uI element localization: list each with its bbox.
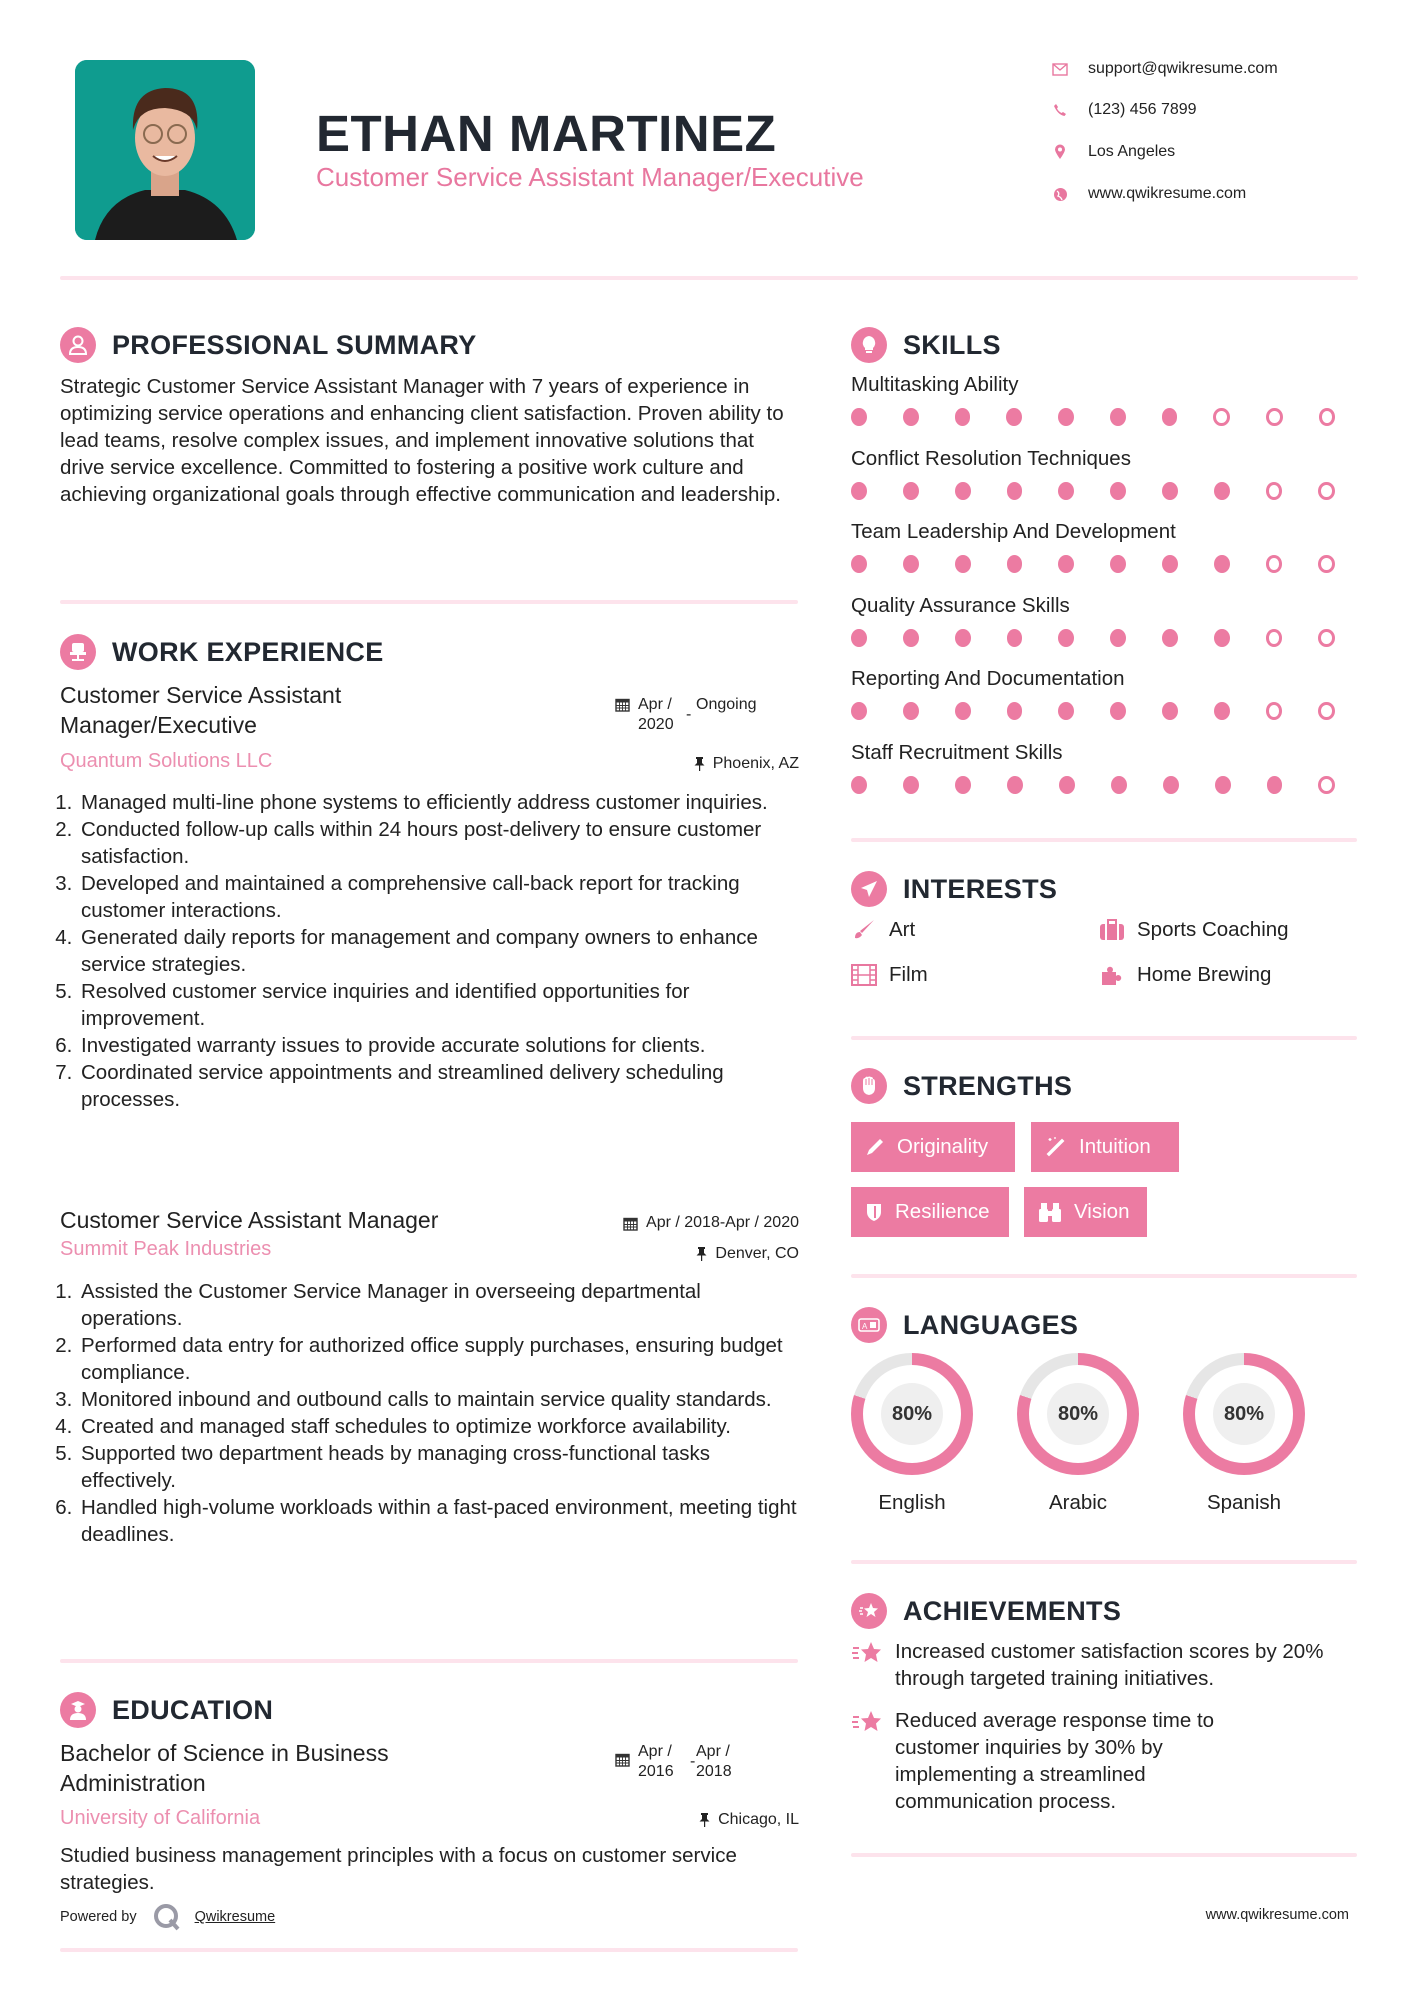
- rating-dot-filled: [955, 776, 971, 794]
- strength-resilience: [851, 1187, 1009, 1237]
- rating-dot-filled: [1058, 408, 1074, 426]
- rating-dot-empty: [1213, 408, 1230, 426]
- achievements-heading: [851, 1593, 1121, 1629]
- rating-dot-filled: [1006, 408, 1022, 426]
- list-item: 2. Conducted follow-up calls within 24 hours post-delivery to ensure customer satisfaction.: [78, 816, 808, 870]
- achievements-divider: [851, 1853, 1357, 1857]
- skill-name: Staff Recruitment Skills: [851, 740, 1063, 764]
- language-name: English: [878, 1491, 946, 1514]
- degree: Bachelor of Science in Business Administration: [60, 1740, 389, 1796]
- skill-rating: [851, 702, 1371, 720]
- skill-name: Team Leadership And Development: [851, 520, 1176, 543]
- experience-heading: [60, 634, 384, 670]
- rating-dot-filled: [1110, 408, 1126, 426]
- job-1-location: [694, 754, 799, 774]
- star-icon: [851, 1707, 883, 1815]
- interest-sports-coaching: [1099, 918, 1289, 942]
- rating-dot-empty: [1318, 555, 1335, 573]
- skills-title: SKILLS: [903, 329, 1001, 360]
- pencil-icon: [865, 1137, 885, 1157]
- interest-label: Sports Coaching: [1137, 918, 1289, 941]
- user-icon: [60, 327, 96, 363]
- strengths-divider: [851, 1274, 1357, 1278]
- rating-dot-empty: [1266, 555, 1283, 573]
- rating-dot-filled: [1110, 702, 1126, 720]
- binoculars-icon: [1038, 1201, 1062, 1223]
- list-item: 3. Developed and maintained a comprehensive call-back report for tracking customer interactions.: [78, 870, 808, 924]
- rating-dot-empty: [1266, 408, 1283, 426]
- strength-vision: [1024, 1187, 1147, 1237]
- candidate-title: Customer Service Assistant Manager/Executive: [316, 162, 864, 192]
- fist-icon: [851, 1068, 887, 1104]
- rating-dot-filled: [1058, 555, 1074, 573]
- list-item: 5. Resolved customer service inquiries and identified opportunities for improvement.: [78, 978, 808, 1032]
- contact-phone-text: (123) 456 7899: [1088, 101, 1197, 118]
- languages-list: [851, 1353, 1305, 1515]
- language-progress-ring: [1183, 1353, 1305, 1475]
- rating-dot-filled: [851, 482, 867, 500]
- education-location: [699, 1810, 799, 1830]
- film-icon: [851, 963, 877, 987]
- rating-dot-filled: [1007, 482, 1023, 500]
- education-dates: [615, 1742, 746, 1782]
- rating-dot-filled: [1214, 482, 1230, 500]
- list-item: 7. Coordinated service appointments and streamlined delivery scheduling processes.: [78, 1059, 808, 1113]
- strength-originality: [851, 1122, 1015, 1172]
- education-divider: [60, 1948, 798, 1952]
- rating-dot-filled: [903, 408, 919, 426]
- education-title: EDUCATION: [112, 1694, 274, 1725]
- summary-text: Strategic Customer Service Assistant Manager with 7 years of experience in optimizing service operations and enhancing client satisfaction. Proven ability to lead teams, resolve complex issues, and implement innovative solutions that drive service excellence. Committed to fostering a positive work culture and achieving organizational goals through effective communication and leadership.: [60, 375, 784, 506]
- rating-dot-filled: [955, 555, 971, 573]
- skill-row: [851, 594, 1371, 668]
- job-2-location: [696, 1244, 799, 1264]
- person-photo-icon: [75, 60, 255, 240]
- rating-dot-filled: [903, 555, 919, 573]
- candidate-name: ETHAN MARTINEZ: [316, 105, 777, 162]
- language-item: [1017, 1353, 1139, 1515]
- job-2-company: Summit Peak Industries: [60, 1238, 272, 1260]
- map-pin-icon: [1052, 144, 1068, 160]
- skill-row: [851, 667, 1371, 741]
- rating-dot-filled: [903, 702, 919, 720]
- skill-name: Quality Assurance Skills: [851, 593, 1070, 617]
- achievements-title: ACHIEVEMENTS: [903, 1595, 1122, 1626]
- job-1-date-end: Ongoing: [696, 696, 757, 713]
- powered-by-label: Powered by: [60, 1909, 137, 1925]
- achievement-text: Reduced average response time to customer inquiries by 30% by implementing a streamlined communication process.: [895, 1709, 1215, 1813]
- rating-dot-filled: [1110, 629, 1126, 647]
- list-item: 6. Investigated warranty issues to provide accurate solutions for clients.: [78, 1032, 808, 1059]
- education-location-text: Chicago, IL: [718, 1811, 799, 1828]
- job-1-bullets: [58, 789, 808, 1113]
- skill-name: Multitasking Ability: [851, 373, 1019, 396]
- phone-icon: [1052, 102, 1068, 118]
- language-name: Spanish: [1206, 1491, 1282, 1514]
- briefcase-icon: [1099, 918, 1125, 942]
- rating-dot-empty: [1319, 408, 1336, 426]
- pushpin-icon: [696, 1247, 707, 1261]
- summary-title: PROFESSIONAL SUMMARY: [112, 329, 477, 360]
- strengths-title: STRENGTHS: [903, 1070, 1073, 1101]
- rating-dot-filled: [1007, 776, 1023, 794]
- education-date-start: Apr / 2016: [638, 1743, 674, 1780]
- puzzle-icon: [1099, 963, 1125, 987]
- rating-dot-filled: [955, 482, 971, 500]
- skill-name: Conflict Resolution Techniques: [851, 446, 1131, 470]
- rating-dot-empty: [1318, 482, 1335, 500]
- language-item: [1183, 1353, 1305, 1515]
- job-1-title: Customer Service Assistant Manager/Executive: [60, 682, 342, 738]
- skill-rating: [851, 482, 1371, 500]
- list-item: 6. Handled high-volume workloads within a fast-paced environment, meeting tight deadlines.: [78, 1494, 798, 1548]
- education-heading: [60, 1692, 273, 1728]
- skills-divider: [851, 838, 1357, 842]
- job-2-title: Customer Service Assistant Manager: [60, 1207, 439, 1233]
- rating-dot-filled: [1111, 776, 1127, 794]
- rating-dot-filled: [851, 555, 867, 573]
- rating-dot-filled: [1058, 702, 1074, 720]
- language-item: [851, 1353, 973, 1515]
- magic-wand-icon: [1045, 1136, 1067, 1158]
- education-description: Studied business management principles with a focus on customer service strategies.: [60, 1844, 737, 1894]
- rating-dot-filled: [1214, 702, 1230, 720]
- rating-dot-filled: [1162, 629, 1178, 647]
- rating-dot-filled: [955, 408, 971, 426]
- skill-row: [851, 373, 1371, 447]
- interest-film: [851, 963, 928, 987]
- rating-dot-filled: [1007, 702, 1023, 720]
- experience-divider: [60, 1659, 798, 1663]
- skill-row: [851, 447, 1371, 521]
- job-1-dates: [615, 695, 760, 735]
- interest-label: Home Brewing: [1137, 963, 1272, 986]
- language-name: Arabic: [1048, 1491, 1108, 1514]
- contact-website[interactable]: [1052, 185, 1372, 203]
- skill-name: Reporting And Documentation: [851, 667, 1125, 690]
- graduate-icon: [60, 1692, 96, 1728]
- job-1-date-start: Apr / 2020: [638, 696, 674, 733]
- achievement-text: Increased customer satisfaction scores by 20% through targeted training initiatives.: [895, 1640, 1324, 1690]
- strength-label: Intuition: [1079, 1135, 1151, 1158]
- strength-intuition: [1031, 1122, 1179, 1172]
- interest-home-brewing: [1099, 963, 1271, 987]
- school: University of California: [60, 1807, 261, 1829]
- rating-dot-filled: [1007, 629, 1023, 647]
- interest-art: [851, 918, 915, 942]
- rating-dot-filled: [1058, 629, 1074, 647]
- experience-title: WORK EXPERIENCE: [112, 636, 384, 667]
- footer-website[interactable]: www.qwikresume.com: [1205, 1907, 1349, 1923]
- job-1-location-text: Phoenix, AZ: [712, 755, 799, 772]
- list-item: 4. Created and managed staff schedules to optimize workforce availability.: [78, 1413, 798, 1440]
- paper-plane-icon: [851, 871, 887, 907]
- languages-heading: [851, 1307, 1078, 1343]
- rating-dot-empty: [1266, 629, 1283, 647]
- header-divider: [60, 276, 1358, 280]
- strength-label: Vision: [1074, 1200, 1130, 1223]
- rating-dot-filled: [903, 629, 919, 647]
- lightbulb-icon: [851, 327, 887, 363]
- star-icon: [851, 1638, 883, 1692]
- office-chair-icon: [60, 634, 96, 670]
- interest-label: Art: [889, 918, 916, 941]
- language-percent: 80%: [1213, 1383, 1275, 1445]
- shield-icon: [865, 1202, 883, 1222]
- skill-rating: [851, 629, 1371, 647]
- list-item: 1. Assisted the Customer Service Manager in overseeing departmental operations.: [78, 1278, 798, 1332]
- rating-dot-filled: [903, 482, 919, 500]
- translate-icon: [851, 1307, 887, 1343]
- job-2-bullets: [58, 1278, 798, 1548]
- rating-dot-empty: [1318, 702, 1335, 720]
- skill-rating: [851, 408, 1371, 426]
- rating-dot-filled: [1110, 555, 1126, 573]
- list-item: 3. Monitored inbound and outbound calls to maintain service quality standards.: [78, 1386, 798, 1413]
- job-2-date-text: Apr / 2018-Apr / 2020: [646, 1214, 799, 1231]
- job-1-date-sep: -: [686, 706, 692, 723]
- skill-row: [851, 520, 1371, 594]
- rating-dot-filled: [1059, 776, 1075, 794]
- rating-dot-filled: [1267, 776, 1283, 794]
- calendar-icon: [623, 1216, 638, 1231]
- rating-dot-filled: [1215, 776, 1231, 794]
- summary-divider: [60, 600, 798, 604]
- rating-dot-filled: [1162, 408, 1178, 426]
- powered-by: [60, 1903, 275, 1931]
- rating-dot-filled: [851, 408, 867, 426]
- rating-dot-filled: [955, 702, 971, 720]
- language-percent: 80%: [881, 1383, 943, 1445]
- list-item: 2. Performed data entry for authorized office supply purchases, ensuring budget compliance.: [78, 1332, 798, 1386]
- profile-photo: [75, 60, 255, 240]
- skill-rating: [851, 776, 1371, 794]
- rating-dot-filled: [851, 702, 867, 720]
- interest-label: Film: [889, 963, 928, 986]
- job-2-location-text: Denver, CO: [715, 1245, 799, 1262]
- language-progress-ring: [1017, 1353, 1139, 1475]
- pushpin-icon: [694, 757, 705, 771]
- contact-location: [1052, 143, 1372, 161]
- job-1-company: Quantum Solutions LLC: [60, 750, 273, 772]
- rating-dot-filled: [851, 776, 867, 794]
- language-percent: 80%: [1047, 1383, 1109, 1445]
- rating-dot-empty: [1318, 629, 1335, 647]
- envelope-icon: [1052, 61, 1068, 77]
- rating-dot-filled: [1214, 555, 1230, 573]
- rating-dot-filled: [1007, 555, 1023, 573]
- rating-dot-filled: [903, 776, 919, 794]
- paintbrush-icon: [851, 918, 877, 942]
- interests-divider: [851, 1036, 1357, 1040]
- achievement-item: [851, 1638, 1351, 1692]
- interests-heading: [851, 871, 1057, 907]
- strength-label: Originality: [897, 1135, 989, 1158]
- contact-website-text: www.qwikresume.com: [1088, 185, 1247, 202]
- skill-row: [851, 741, 1371, 815]
- languages-divider: [851, 1560, 1357, 1564]
- summary-heading: [60, 327, 477, 363]
- qwikresume-logo-icon: [153, 1903, 181, 1931]
- education-date-end: Apr / 2018: [696, 1743, 732, 1780]
- list-item: 1. Managed multi-line phone systems to efficiently address customer inquiries.: [78, 789, 808, 816]
- contact-email[interactable]: [1052, 60, 1372, 78]
- achievement-item: [851, 1707, 1241, 1815]
- globe-icon: [1052, 186, 1068, 202]
- language-progress-ring: [851, 1353, 973, 1475]
- rating-dot-filled: [1214, 629, 1230, 647]
- rating-dot-filled: [1163, 776, 1179, 794]
- rating-dot-filled: [1162, 702, 1178, 720]
- contact-phone[interactable]: [1052, 101, 1372, 119]
- education-date-sep: -: [690, 1753, 696, 1770]
- calendar-icon: [615, 697, 630, 735]
- calendar-icon: [615, 1752, 630, 1782]
- rating-dot-filled: [1162, 482, 1178, 500]
- job-2-dates: [623, 1213, 799, 1233]
- rating-dot-empty: [1266, 702, 1283, 720]
- skills-heading: [851, 327, 1001, 363]
- rating-dot-empty: [1266, 482, 1283, 500]
- rating-dot-filled: [1058, 482, 1074, 500]
- strengths-heading: [851, 1068, 1072, 1104]
- rating-dot-empty: [1318, 776, 1335, 794]
- svg-text:A: A: [862, 1322, 868, 1331]
- interests-title: INTERESTS: [903, 873, 1058, 904]
- skills-list: [851, 373, 1371, 814]
- contact-location-text: Los Angeles: [1088, 143, 1176, 160]
- pushpin-icon: [699, 1813, 710, 1827]
- languages-title: LANGUAGES: [903, 1309, 1079, 1340]
- strength-label: Resilience: [895, 1200, 990, 1223]
- list-item: 5. Supported two department heads by managing cross-functional tasks effectively.: [78, 1440, 798, 1494]
- qwikresume-link[interactable]: Qwikresume: [194, 1909, 276, 1925]
- rating-dot-filled: [1110, 482, 1126, 500]
- rating-dot-filled: [1162, 555, 1178, 573]
- star-badge-icon: [851, 1593, 887, 1629]
- rating-dot-filled: [955, 629, 971, 647]
- contact-email-text: support@qwikresume.com: [1088, 60, 1278, 77]
- skill-rating: [851, 555, 1371, 573]
- list-item: 4. Generated daily reports for management and company owners to enhance service strategies.: [78, 924, 808, 978]
- rating-dot-filled: [851, 629, 867, 647]
